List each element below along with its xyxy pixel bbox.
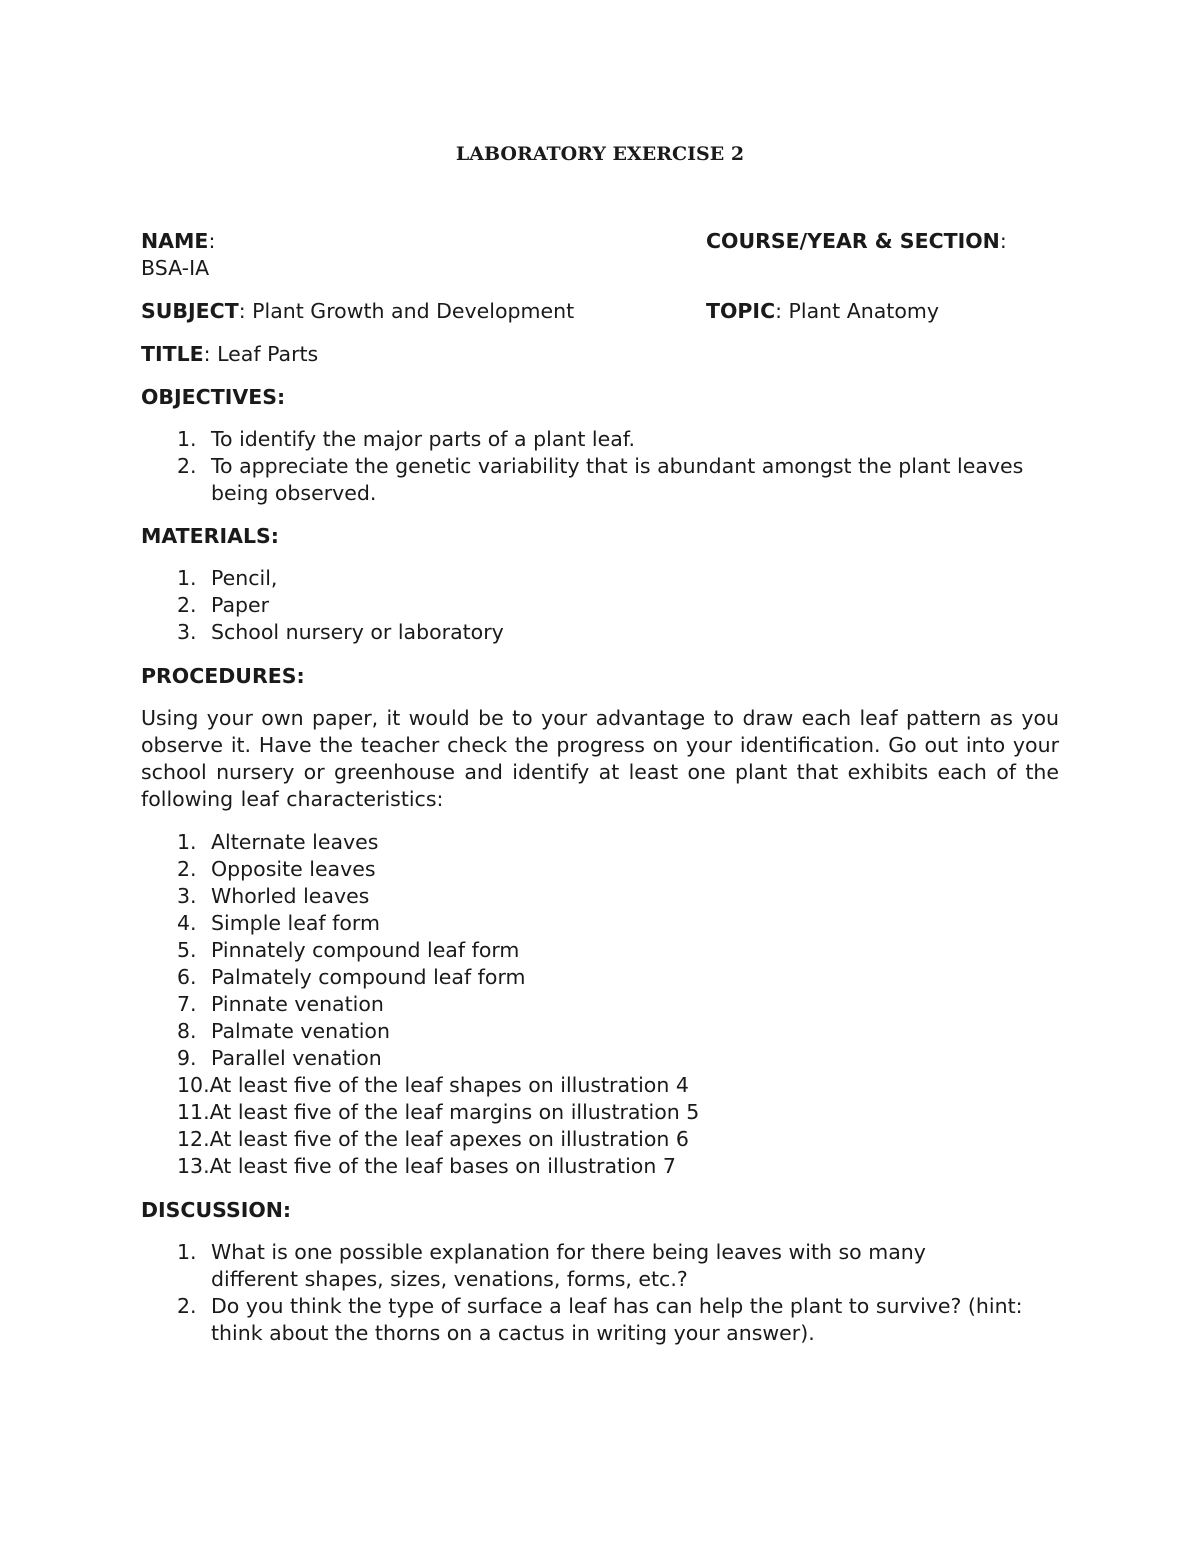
list-number: 3. — [177, 620, 197, 644]
subject-value: Plant Growth and Development — [252, 299, 575, 323]
discussion-list — [141, 1239, 1059, 1347]
list-item — [141, 1018, 1059, 1045]
list-item — [141, 910, 1059, 937]
list-number: 6. — [177, 965, 197, 989]
topic-label: TOPIC — [706, 299, 776, 323]
list-item-text: At least five of the leaf margins on illustration 5 — [209, 1100, 700, 1124]
objectives-section — [141, 384, 1059, 507]
list-item — [141, 619, 1059, 646]
list-item — [141, 1239, 991, 1293]
materials-heading: MATERIALS: — [141, 524, 279, 548]
list-item — [141, 565, 1059, 592]
course-field: COURSE/YEAR & SECTION: — [706, 229, 1007, 253]
list-item-text: Palmately compound leaf form — [211, 965, 526, 989]
list-number: 2. — [177, 1294, 197, 1318]
procedures-section — [141, 663, 1059, 1180]
objectives-heading: OBJECTIVES: — [141, 385, 286, 409]
list-item — [141, 856, 1059, 883]
name-field: NAME: — [141, 229, 216, 253]
list-number: 10. — [177, 1073, 210, 1097]
list-number: 12. — [177, 1127, 210, 1151]
list-number: 9. — [177, 1046, 197, 1070]
list-number: 7. — [177, 992, 197, 1016]
procedures-heading: PROCEDURES: — [141, 664, 305, 688]
list-item — [141, 964, 1059, 991]
list-item-text: At least five of the leaf shapes on illustration 4 — [209, 1073, 689, 1097]
list-item-text: To identify the major parts of a plant leaf. — [211, 427, 636, 451]
list-number: 2. — [177, 857, 197, 881]
course-value: BSA-IA — [141, 256, 210, 280]
course-label: COURSE/YEAR & SECTION — [706, 229, 1000, 253]
list-number: 5. — [177, 938, 197, 962]
list-number: 1. — [177, 1240, 197, 1264]
discussion-heading: DISCUSSION: — [141, 1198, 292, 1222]
list-number: 3. — [177, 884, 197, 908]
list-item-text: What is one possible explanation for there being leaves with so many different shapes, sizes, venations, forms, etc.? — [211, 1240, 926, 1291]
document-title: LABORATORY EXERCISE 2 — [455, 143, 745, 165]
list-item — [141, 991, 1059, 1018]
list-item-text: At least five of the leaf apexes on illustration 6 — [209, 1127, 689, 1151]
list-item-text: Opposite leaves — [211, 857, 376, 881]
list-item — [141, 1099, 1059, 1126]
list-item — [141, 1126, 1059, 1153]
list-item — [141, 592, 1059, 619]
list-number: 1. — [177, 566, 197, 590]
subject-field: SUBJECT: Plant Growth and Development — [141, 299, 575, 323]
topic-field: TOPIC: Plant Anatomy — [706, 299, 939, 323]
list-item-text: Parallel venation — [211, 1046, 382, 1070]
list-item-text: Whorled leaves — [211, 884, 370, 908]
list-number: 1. — [177, 427, 197, 451]
list-item-text: Pinnate venation — [211, 992, 384, 1016]
list-item — [141, 937, 1059, 964]
topic-value: Plant Anatomy — [788, 299, 939, 323]
list-item — [141, 1293, 1041, 1347]
list-item — [141, 1153, 1059, 1180]
list-item-text: Alternate leaves — [211, 830, 379, 854]
title-value: Leaf Parts — [217, 342, 319, 366]
list-number: 4. — [177, 911, 197, 935]
list-number: 8. — [177, 1019, 197, 1043]
list-item-text: Palmate venation — [211, 1019, 390, 1043]
title-label: TITLE — [141, 342, 204, 366]
list-item-text: To appreciate the genetic variability that is abundant amongst the plant leaves being observed. — [211, 454, 1024, 505]
materials-section — [141, 523, 1059, 646]
list-item — [141, 453, 1061, 507]
materials-list — [141, 565, 1059, 646]
discussion-section — [141, 1197, 1059, 1347]
list-number: 2. — [177, 593, 197, 617]
list-number: 11. — [177, 1100, 210, 1124]
list-number: 2. — [177, 454, 197, 478]
subject-label: SUBJECT — [141, 299, 239, 323]
objectives-list — [141, 426, 1059, 507]
list-item — [141, 829, 1059, 856]
list-item-text: Pencil, — [211, 566, 278, 590]
name-label: NAME — [141, 229, 209, 253]
list-item-text: Simple leaf form — [211, 911, 380, 935]
list-number: 13. — [177, 1154, 210, 1178]
list-item — [141, 426, 1011, 453]
title-field: TITLE: Leaf Parts — [141, 342, 319, 366]
list-item-text: School nursery or laboratory — [211, 620, 504, 644]
list-item-text: Pinnately compound leaf form — [211, 938, 520, 962]
list-item-text: At least five of the leaf bases on illustration 7 — [209, 1154, 676, 1178]
list-number: 1. — [177, 830, 197, 854]
list-item — [141, 1072, 1059, 1099]
procedures-list — [141, 829, 1059, 1180]
list-item — [141, 1045, 1059, 1072]
procedures-paragraph: Using your own paper, it would be to your advantage to draw each leaf pattern as you observe it. Have the teacher check the progress on your identification. Go out into your school nursery or greenhouse and identify at least one plant that exhibits each of the following leaf characteristics: — [141, 706, 1059, 811]
list-item — [141, 883, 1059, 910]
list-item-text: Do you think the type of surface a leaf has can help the plant to survive? (hint: think about the thorns on a cactus in writing your answer). — [211, 1294, 1023, 1345]
list-item-text: Paper — [211, 593, 270, 617]
